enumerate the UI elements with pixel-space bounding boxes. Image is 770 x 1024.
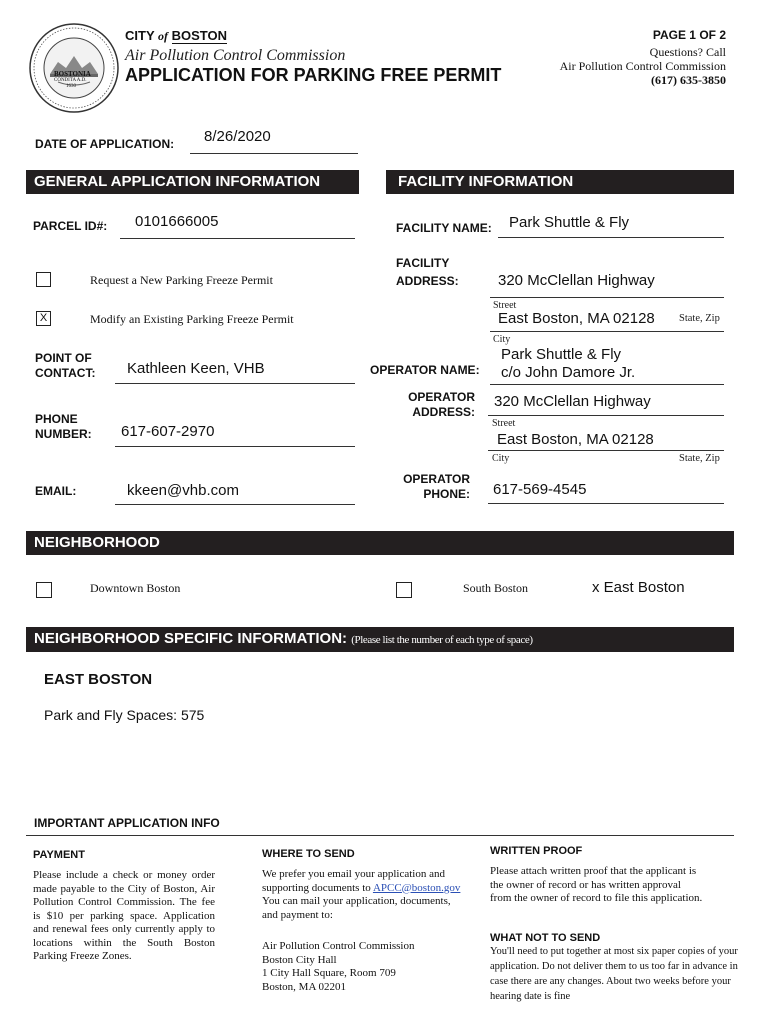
- poc-label-line-1: POINT OF: [35, 351, 92, 365]
- east-boston-option[interactable]: x East Boston: [592, 579, 685, 596]
- downtown-label: Downtown Boston: [90, 581, 181, 595]
- parcel-underline: [120, 238, 355, 239]
- page-number: PAGE 1 OF 2: [652, 28, 726, 42]
- mailing-address: [262, 940, 462, 994]
- seal-text-3: 1630: [66, 84, 76, 89]
- specific-section-bar: [26, 627, 734, 652]
- operator-phone-underline: [488, 503, 724, 504]
- phone-label-line-2: NUMBER:: [35, 427, 92, 441]
- apcc-email-link[interactable]: APCC@boston.gov: [372, 881, 461, 894]
- south-boston-label: South Boston: [463, 581, 529, 595]
- phone-label: [35, 412, 92, 442]
- what-not-to-send-title: WHAT NOT TO SEND: [490, 932, 601, 944]
- neighborhood-section-bar: NEIGHBORHOOD: [26, 531, 734, 555]
- specific-heading: EAST BOSTON: [44, 671, 153, 688]
- written-proof-title: WRITTEN PROOF: [490, 845, 583, 857]
- facility-address-label-line-2: ADDRESS:: [396, 274, 459, 288]
- email-underline: [115, 504, 355, 505]
- important-divider: [26, 835, 734, 836]
- specific-section-note: (Please list the number of each type of space): [351, 634, 533, 646]
- operator-street-caption: Street: [492, 418, 516, 429]
- contact-phone: (617) 635-3850: [651, 73, 726, 87]
- seal-text-2: CONDITA A.D.: [54, 78, 87, 83]
- date-label: DATE OF APPLICATION:: [35, 137, 175, 151]
- facility-name-label: FACILITY NAME:: [396, 221, 492, 235]
- send-text-2: You can mail your application, documents, and payment to:: [262, 895, 451, 921]
- general-section-bar: GENERAL APPLICATION INFORMATION: [26, 170, 359, 194]
- seal-text-1: BOSTONIA: [54, 70, 91, 78]
- what-not-to-send-text: You'll need to put together at most six paper copies of your application. Do not deliver them to us too far in advance in case there are any changes. About two weeks before your hearing date is fine: [490, 946, 738, 1002]
- operator-name-underline: [490, 384, 724, 385]
- address-line-1: Air Pollution Control Commission: [262, 940, 415, 952]
- operator-name-line-2[interactable]: c/o John Damore Jr.: [501, 364, 636, 381]
- request-new-checkbox[interactable]: [36, 272, 51, 287]
- specific-detail[interactable]: Park and Fly Spaces: 575: [44, 707, 205, 723]
- operator-street-underline: [488, 415, 724, 416]
- phone-label-line-1: PHONE: [35, 412, 78, 426]
- important-title: IMPORTANT APPLICATION INFO: [34, 816, 220, 830]
- phone-value[interactable]: 617-607-2970: [121, 423, 215, 440]
- facility-city-underline: [490, 331, 724, 332]
- modify-existing-checkbox[interactable]: X: [36, 311, 51, 326]
- operator-name-label: OPERATOR NAME:: [370, 363, 480, 377]
- operator-address-label: [403, 390, 475, 420]
- south-boston-checkbox[interactable]: [396, 582, 412, 598]
- specific-section-title: NEIGHBORHOOD SPECIFIC INFORMATION:: [34, 630, 348, 647]
- facility-street-underline: [490, 297, 724, 298]
- email-value[interactable]: kkeen@vhb.com: [127, 482, 239, 499]
- payment-text: Please include a check or money order made payable to the City of Boston, Air Pollution Control Commission. The fee is $10 per parking space. Application and renewal fees only currently apply to locations within the South Boston Parking Freeze Zones.: [33, 869, 215, 962]
- operator-name-line-1[interactable]: Park Shuttle & Fly: [501, 346, 622, 363]
- address-line-2: Boston City Hall: [262, 953, 337, 966]
- written-proof-text: Please attach written proof that the applicant is the owner of record or has written approval from the owner of record to file this application.: [490, 865, 703, 904]
- address-line-4: Boston, MA 02201: [262, 980, 347, 993]
- operator-address-label-line-2: ADDRESS:: [412, 405, 475, 419]
- date-underline: [190, 153, 358, 154]
- date-value[interactable]: 8/26/2020: [204, 128, 271, 145]
- facility-section-bar: FACILITY INFORMATION: [386, 170, 734, 194]
- operator-address-label-line-1: OPERATOR: [408, 390, 475, 404]
- poc-label: [35, 351, 95, 381]
- operator-phone-value[interactable]: 617-569-4545: [493, 481, 587, 498]
- city-prefix: CITY: [125, 28, 155, 43]
- city-seal: [28, 22, 120, 114]
- operator-city-underline: [488, 450, 724, 451]
- facility-address-label: [396, 256, 459, 289]
- facility-address-label-line-1: FACILITY: [396, 256, 450, 270]
- facility-city-caption: City: [493, 334, 511, 345]
- facility-name-value[interactable]: Park Shuttle & Fly: [509, 214, 630, 231]
- city-logo-text: [125, 28, 227, 44]
- city-of: of: [158, 29, 169, 43]
- poc-value[interactable]: Kathleen Keen, VHB: [127, 360, 265, 377]
- operator-phone-label-line-2: PHONE:: [423, 487, 470, 501]
- parcel-label: PARCEL ID#:: [33, 219, 108, 233]
- facility-street-caption: Street: [493, 300, 517, 311]
- poc-underline: [115, 383, 355, 384]
- operator-city-caption: City: [492, 453, 510, 464]
- operator-state-zip-caption: State, Zip: [679, 453, 720, 464]
- where-to-send-title: WHERE TO SEND: [262, 848, 355, 860]
- facility-name-underline: [498, 237, 724, 238]
- send-text-1: We prefer you email your application and supporting documents to: [262, 868, 445, 894]
- operator-phone-label: [395, 472, 470, 502]
- email-label: EMAIL:: [35, 484, 77, 498]
- downtown-checkbox[interactable]: [36, 582, 52, 598]
- city-name: BOSTON: [171, 28, 228, 43]
- operator-city-value[interactable]: East Boston, MA 02128: [497, 431, 654, 448]
- request-new-label: Request a New Parking Freeze Permit: [90, 273, 273, 287]
- parcel-value[interactable]: 0101666005: [135, 213, 219, 230]
- poc-label-line-2: CONTACT:: [35, 366, 96, 380]
- form-title: APPLICATION FOR PARKING FREE PERMIT: [125, 65, 502, 85]
- operator-phone-label-line-1: OPERATOR: [403, 472, 470, 486]
- agency-name: Air Pollution Control Commission: [125, 47, 346, 64]
- questions-text: Questions? Call: [649, 45, 726, 59]
- address-line-3: 1 City Hall Square, Room 709: [262, 967, 396, 979]
- facility-street-value[interactable]: 320 McClellan Highway: [498, 272, 655, 289]
- operator-street-value[interactable]: 320 McClellan Highway: [494, 393, 651, 410]
- payment-title: PAYMENT: [33, 849, 85, 861]
- facility-state-zip-caption: State, Zip: [679, 313, 720, 324]
- phone-underline: [115, 446, 355, 447]
- facility-city-value[interactable]: East Boston, MA 02128: [498, 310, 655, 327]
- where-to-send-text: [262, 868, 462, 922]
- modify-existing-label: Modify an Existing Parking Freeze Permit: [90, 312, 294, 326]
- commission-text: Air Pollution Control Commission: [559, 59, 726, 73]
